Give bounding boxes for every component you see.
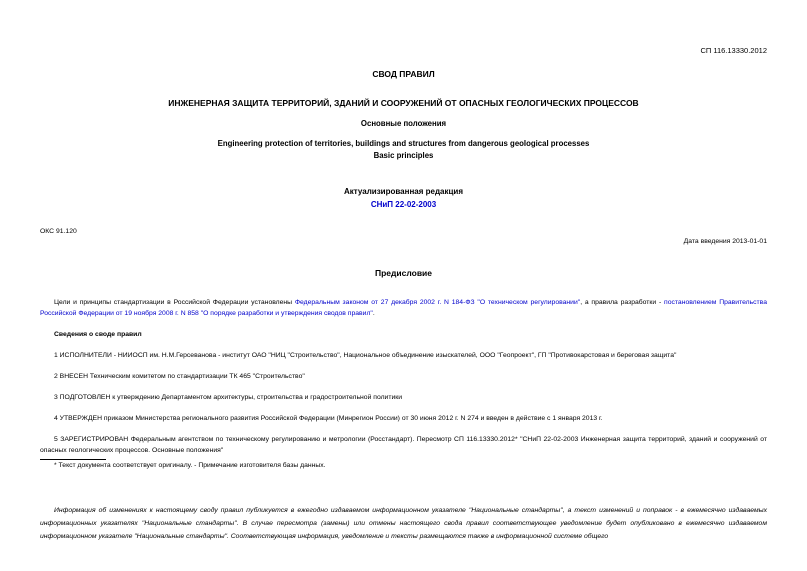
english-subtitle: Basic principles <box>373 151 434 160</box>
changes-info-paragraph: Информация об изменениях к настоящему своду правил публикуется в ежегодно издаваемом информационном указателе "Национальные стандарты", а текст изменений и поправок - в ежемесячно издаваемых информационных указателях "Национальные стандарты". В случае пересмотра (замены) или отмены настоящего свода правил соответствующее уведомление будет опубликовано в ежемесячно издаваемом информационном указателе "Национальные стандарты". Соответствующая информация, уведомление и тексты размещаются также в информационной системе общего <box>40 507 767 540</box>
edition-label: Актуализированная редакция <box>344 187 463 196</box>
english-title-block <box>0 138 807 162</box>
government-decree-link[interactable]: постановлением Правительства Российской Федерации от 19 ноября 2008 г. N 858 "О порядке разработки и утверждения сводов правил" <box>40 299 767 317</box>
info-heading: Сведения о своде правил <box>54 331 142 338</box>
list-item: 1 ИСПОЛНИТЕЛИ - НИИОСП им. Н.М.Герсеванова - институт ОАО "НИЦ "Строительство", Национальное объединение изыскателей, ООО "Геопроект", ГП "Противокарстовая и береговая защита" <box>54 352 677 359</box>
document-subject: ИНЖЕНЕРНАЯ ЗАЩИТА ТЕРРИТОРИЙ, ЗДАНИЙ И СООРУЖЕНИЙ ОТ ОПАСНЫХ ГЕОЛОГИЧЕСКИХ ПРОЦЕССОВ <box>168 98 639 108</box>
federal-law-link[interactable]: Федеральным законом от 27 декабря 2002 г. N 184-ФЗ "О техническом регулировании" <box>294 299 581 306</box>
preface-heading: Предисловие <box>374 268 433 278</box>
paragraph-text: Цели и принципы стандартизации в Российской Федерации установлены <box>54 299 295 306</box>
paragraph-text: , а правила разработки - <box>580 299 665 306</box>
list-item: 5 ЗАРЕГИСТРИРОВАН Федеральным агентством по техническому регулированию и метрологии (Росстандарт). Пересмотр СП 116.13330.2012* "СНиП 22-02-2003 Инженерная защита территорий, зданий и сооружений от опасных геологических процессов. Основные положения" <box>40 436 767 454</box>
english-title: Engineering protection of territories, buildings and structures from dangerous geological processes <box>217 139 590 148</box>
paragraph-text: . <box>372 310 375 317</box>
list-item: 4 УТВЕРЖДЕН приказом Министерства регионального развития Российской Федерации (Минрегион России) от 30 июня 2012 г. N 274 и введен в действие с 1 января 2013 г. <box>54 415 603 422</box>
footnote: * Текст документа соответствует оригиналу. - Примечание изготовителя базы данных. <box>54 462 326 469</box>
document-title: СВОД ПРАВИЛ <box>372 69 435 79</box>
effective-date: Дата введения 2013-01-01 <box>683 238 767 245</box>
list-item: 3 ПОДГОТОВЛЕН к утверждению Департаментом архитектуры, строительства и градостроительной политики <box>54 394 403 401</box>
list-item: 2 ВНЕСЕН Техническим комитетом по стандартизации ТК 465 "Строительство" <box>54 373 305 380</box>
document-subtitle: Основные положения <box>360 119 447 128</box>
footnote-divider <box>40 459 106 460</box>
document-code: СП 116.13330.2012 <box>700 46 767 55</box>
snip-link[interactable]: СНиП 22-02-2003 <box>370 200 437 209</box>
preface-paragraph <box>40 297 767 319</box>
okc-code: ОКС 91.120 <box>40 228 77 235</box>
